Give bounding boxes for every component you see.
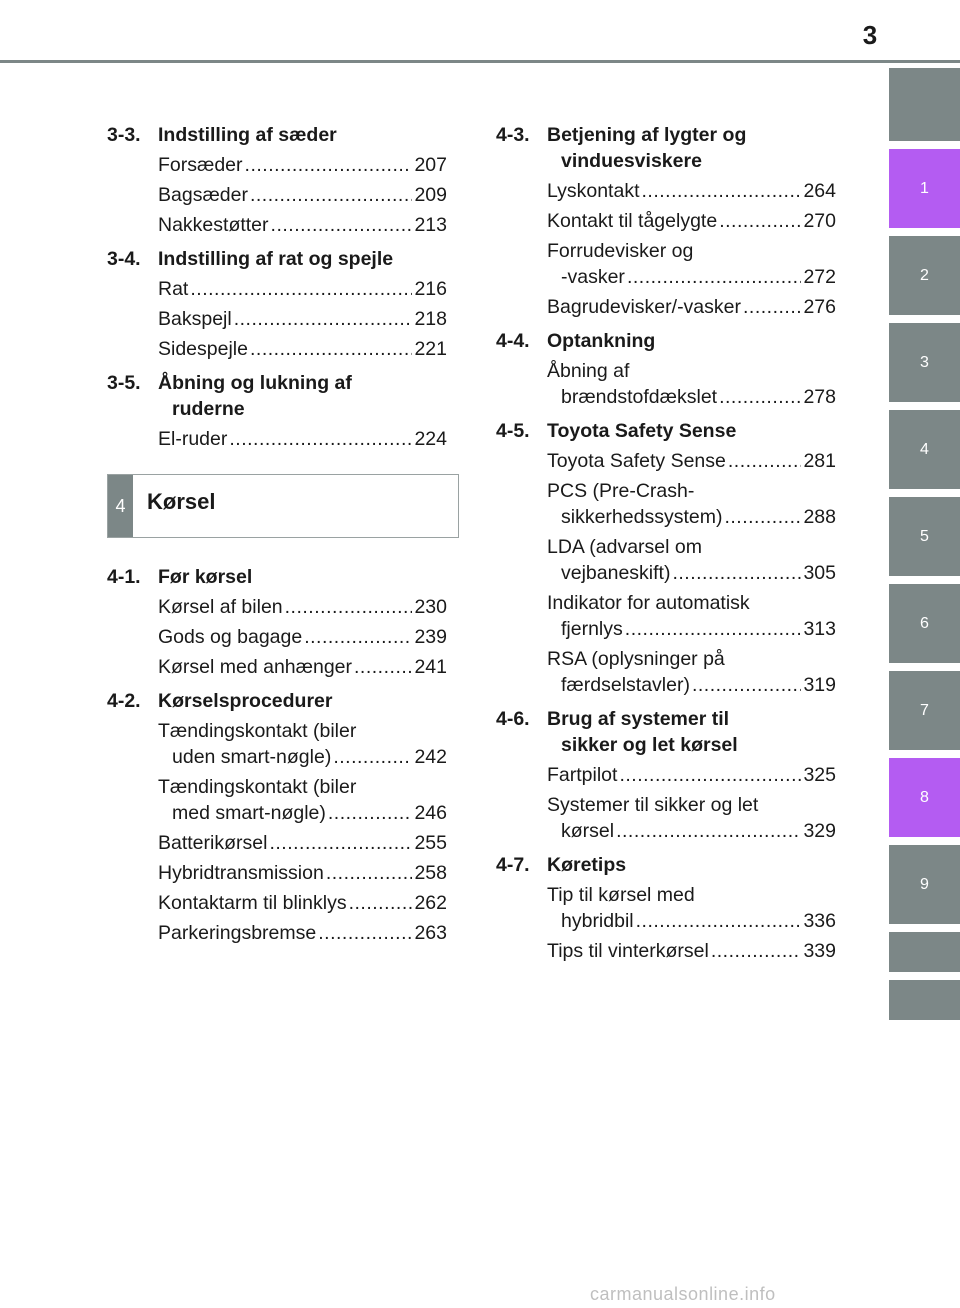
toc-entry[interactable]: Åbning af brændstofdækslet ..... 278 [496, 358, 836, 410]
chapter-tab-blank-top[interactable] [889, 68, 960, 141]
chapter-tab-3[interactable]: 3 [889, 323, 960, 402]
toc-entry[interactable]: Kørsel med anhænger ..... 241 [107, 654, 447, 680]
toc-entry[interactable]: Toyota Safety Sense ..... 281 [496, 448, 836, 474]
toc-entry[interactable]: Batterikørsel ..... 255 [107, 830, 447, 856]
chapter-tab-9[interactable]: 9 [889, 845, 960, 924]
toc-entry[interactable]: Kontakt til tågelygte ..... 270 [496, 208, 836, 234]
toc-left-column [107, 118, 447, 946]
chapter-tab-4[interactable]: 4 [889, 410, 960, 489]
chapter-tab-5[interactable]: 5 [889, 497, 960, 576]
chapter-tab-blank-1[interactable] [889, 932, 960, 972]
toc-entry[interactable]: Fartpilot ..... 325 [496, 762, 836, 788]
toc-entry[interactable]: RSA (oplysninger på færdselstavler) ..... 319 [496, 646, 836, 698]
chapter-tab-2[interactable]: 2 [889, 236, 960, 315]
section-heading: 4-5. Toyota Safety Sense [496, 420, 737, 442]
toc-entry[interactable]: Forsæder ..... 207 [107, 152, 447, 178]
chapter-tab-7[interactable]: 7 [889, 671, 960, 750]
chapter-header-box [107, 474, 459, 538]
header-rule [0, 60, 960, 63]
section-heading: 4-7. Køretips [496, 854, 627, 876]
chapter-number-badge: 4 [108, 475, 133, 537]
section-heading: 3-3. Indstilling af sæder [107, 124, 337, 146]
toc-right-column [496, 118, 836, 964]
page-number: 3 [862, 20, 878, 50]
chapter-tabs [889, 68, 960, 1028]
section-heading: 4-4. Optankning [496, 330, 656, 352]
watermark: carmanualsonline.info [590, 1284, 776, 1304]
section-heading: 4-1. Før kørsel [107, 566, 253, 588]
toc-entry[interactable]: Rat ..... 216 [107, 276, 447, 302]
toc-entry[interactable]: Hybridtransmission ..... 258 [107, 860, 447, 886]
chapter-tab-1[interactable]: 1 [889, 149, 960, 228]
toc-entry[interactable]: Bagrudevisker/-vasker ..... 276 [496, 294, 836, 320]
toc-entry[interactable]: Bakspejl ..... 218 [107, 306, 447, 332]
toc-entry[interactable]: Parkeringsbremse ..... 263 [107, 920, 447, 946]
chapter-title: Kørsel [147, 489, 216, 514]
toc-entry[interactable]: Systemer til sikker og let kørsel ..... 329 [496, 792, 836, 844]
toc-entry[interactable]: LDA (advarsel om vejbaneskift) ..... 305 [496, 534, 836, 586]
section-heading: 3-4. Indstilling af rat og spejle [107, 248, 394, 270]
toc-entry[interactable]: Lyskontakt ..... 264 [496, 178, 836, 204]
toc-entry[interactable]: Sidespejle ..... 221 [107, 336, 447, 362]
toc-entry[interactable]: Tændingskontakt (biler med smart-nøgle) ..... 246 [107, 774, 447, 826]
section-heading: 4-3. Betjening af lygter og vinduesviskere [496, 124, 747, 172]
toc-entry[interactable]: Gods og bagage ..... 239 [107, 624, 447, 650]
toc-entry[interactable]: Kontaktarm til blinklys ..... 262 [107, 890, 447, 916]
toc-entry[interactable]: Indikator for automatisk fjernlys ..... 313 [496, 590, 836, 642]
chapter-tab-6[interactable]: 6 [889, 584, 960, 663]
chapter-tab-blank-2[interactable] [889, 980, 960, 1020]
toc-entry[interactable]: Tip til kørsel med hybridbil ..... 336 [496, 882, 836, 934]
toc-entry[interactable]: Kørsel af bilen ..... 230 [107, 594, 447, 620]
toc-entry[interactable]: Tips til vinterkørsel ..... 339 [496, 938, 836, 964]
toc-entry[interactable]: Bagsæder ..... 209 [107, 182, 447, 208]
toc-entry[interactable]: Forrudevisker og -vasker ..... 272 [496, 238, 836, 290]
toc-entry[interactable]: Tændingskontakt (biler uden smart-nøgle) ..... 242 [107, 718, 447, 770]
section-heading: 3-5. Åbning og lukning af ruderne [107, 372, 352, 420]
section-heading: 4-2. Kørselsprocedurer [107, 690, 333, 712]
toc-entry[interactable]: Nakkestøtter ..... 213 [107, 212, 447, 238]
toc-entry[interactable]: El-ruder ..... 224 [107, 426, 447, 452]
chapter-tab-8[interactable]: 8 [889, 758, 960, 837]
section-heading: 4-6. Brug af systemer til sikker og let kørsel [496, 708, 738, 756]
toc-entry[interactable]: PCS (Pre-Crash- sikkerhedssystem) ..... 288 [496, 478, 836, 530]
